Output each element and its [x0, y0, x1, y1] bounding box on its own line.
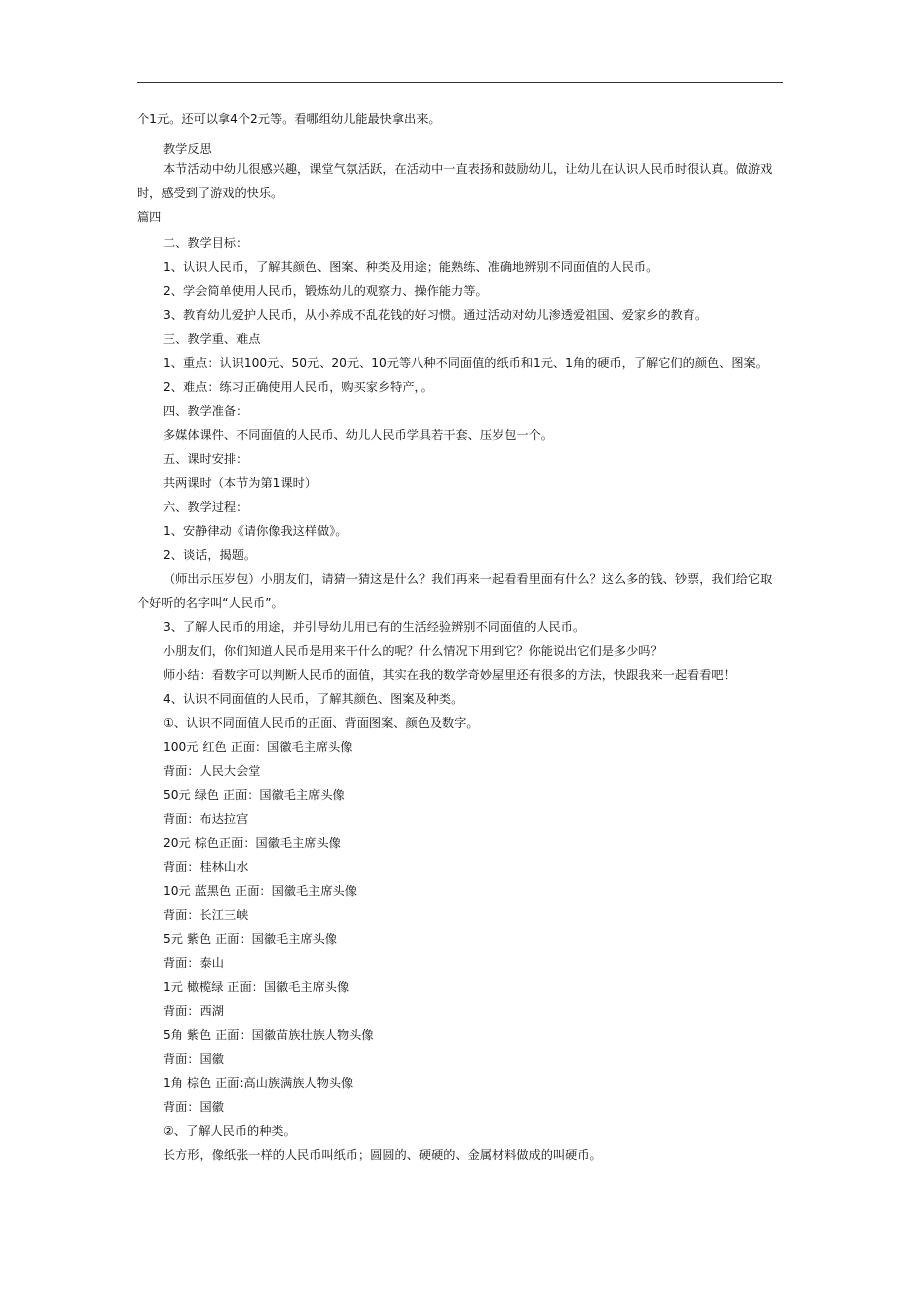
- text-line: 1元 橄榄绿 正面：国徽毛主席头像: [163, 980, 350, 994]
- text-line: 小朋友们，你们知道人民币是用来干什么的呢？什么情况下用到它？你能说出它们是多少吗？: [163, 644, 663, 658]
- text-line: 本节活动中幼儿很感兴趣，课堂气氛活跃，在活动中一直表扬和鼓励幼儿，让幼儿在认识人民币时很认真。做游戏: [163, 162, 773, 176]
- text-line: 背面：西湖: [163, 1004, 224, 1018]
- text-line: 5元 紫色 正面：国徽毛主席头像: [163, 932, 337, 946]
- text-line: 背面：长江三峡: [163, 908, 249, 922]
- text-line: 2、谈话，揭题。: [163, 548, 257, 562]
- text-line: 1、认识人民币，了解其颜色、图案、种类及用途；能熟练、准确地辨别不同面值的人民币。: [163, 260, 659, 274]
- text-line: 1、重点：认识100元、50元、20元、10元等八种不同面值的纸币和1元、1角的硬币，了解它们的颜色、图案。: [163, 356, 768, 370]
- text-line: 五、课时安排：: [163, 452, 249, 466]
- text-line: 3、了解人民币的用途，并引导幼儿用已有的生活经验辨别不同面值的人民币。: [163, 620, 586, 634]
- text-line: 时，感受到了游戏的快乐。: [137, 186, 284, 200]
- text-line: 5角 紫色 正面：国徽苗族壮族人物头像: [163, 1028, 374, 1042]
- text-line: 背面：布达拉宫: [163, 812, 249, 826]
- text-line: 3、教育幼儿爱护人民币，从小养成不乱花钱的好习惯。通过活动对幼儿渗透爱祖国、爱家乡的教育。: [163, 308, 708, 322]
- text-line: 2、学会简单使用人民币，锻炼幼儿的观察力、操作能力等。: [163, 284, 488, 298]
- text-line: 三、教学重、难点: [163, 332, 261, 346]
- text-line: 背面：国徽: [163, 1052, 224, 1066]
- text-line: 1、安静律动《请你像我这样做》。: [163, 524, 348, 538]
- text-line: 篇四: [137, 210, 162, 224]
- text-line: 共两课时（本节为第1课时）: [163, 476, 318, 490]
- text-line: 个1元。还可以拿4个2元等。看哪组幼儿能最快拿出来。: [137, 112, 441, 126]
- text-line: 背面：泰山: [163, 956, 224, 970]
- text-line: 20元 棕色正面：国徽毛主席头像: [163, 836, 341, 850]
- text-line: 10元 蓝黑色 正面：国徽毛主席头像: [163, 884, 357, 898]
- text-line: 二、教学目标：: [163, 236, 249, 250]
- text-line: 长方形，像纸张一样的人民币叫纸币；圆圆的、硬硬的、金属材料做成的叫硬币。: [163, 1148, 602, 1162]
- text-line: （师出示压岁包）小朋友们，请猜一猜这是什么？我们再来一起看看里面有什么？这么多的钱、钞票，我们给它取: [163, 572, 773, 586]
- text-line: 背面：人民大会堂: [163, 764, 261, 778]
- text-line: 六、教学过程：: [163, 500, 249, 514]
- text-line: 4、认识不同面值的人民币，了解其颜色、图案及种类。: [163, 692, 464, 706]
- text-line: 背面：国徽: [163, 1100, 224, 1114]
- text-line: 100元 红色 正面：国徽毛主席头像: [163, 740, 353, 754]
- text-line: 教学反思: [163, 142, 212, 156]
- header-rule: [137, 82, 783, 83]
- text-line: 2、难点：练习正确使用人民币，购买家乡特产，。: [163, 380, 433, 394]
- text-line: 背面：桂林山水: [163, 860, 249, 874]
- text-line: 1角 棕色 正面:高山族满族人物头像: [163, 1076, 354, 1090]
- text-line: 50元 绿色 正面：国徽毛主席头像: [163, 788, 345, 802]
- text-line: ①、认识不同面值人民币的正面、背面图案、颜色及数字。: [163, 716, 479, 730]
- text-line: 个好听的名字叫“人民币”。: [137, 596, 284, 610]
- text-line: 多媒体课件、不同面值的人民币、幼儿人民币学具若干套、压岁包一个。: [163, 428, 553, 442]
- text-line: 四、教学准备：: [163, 404, 249, 418]
- text-line: ②、了解人民币的种类。: [163, 1124, 296, 1138]
- text-line: 师小结：看数字可以判断人民币的面值，其实在我的数学奇妙屋里还有很多的方法，快跟我来一起看看吧！: [163, 668, 736, 682]
